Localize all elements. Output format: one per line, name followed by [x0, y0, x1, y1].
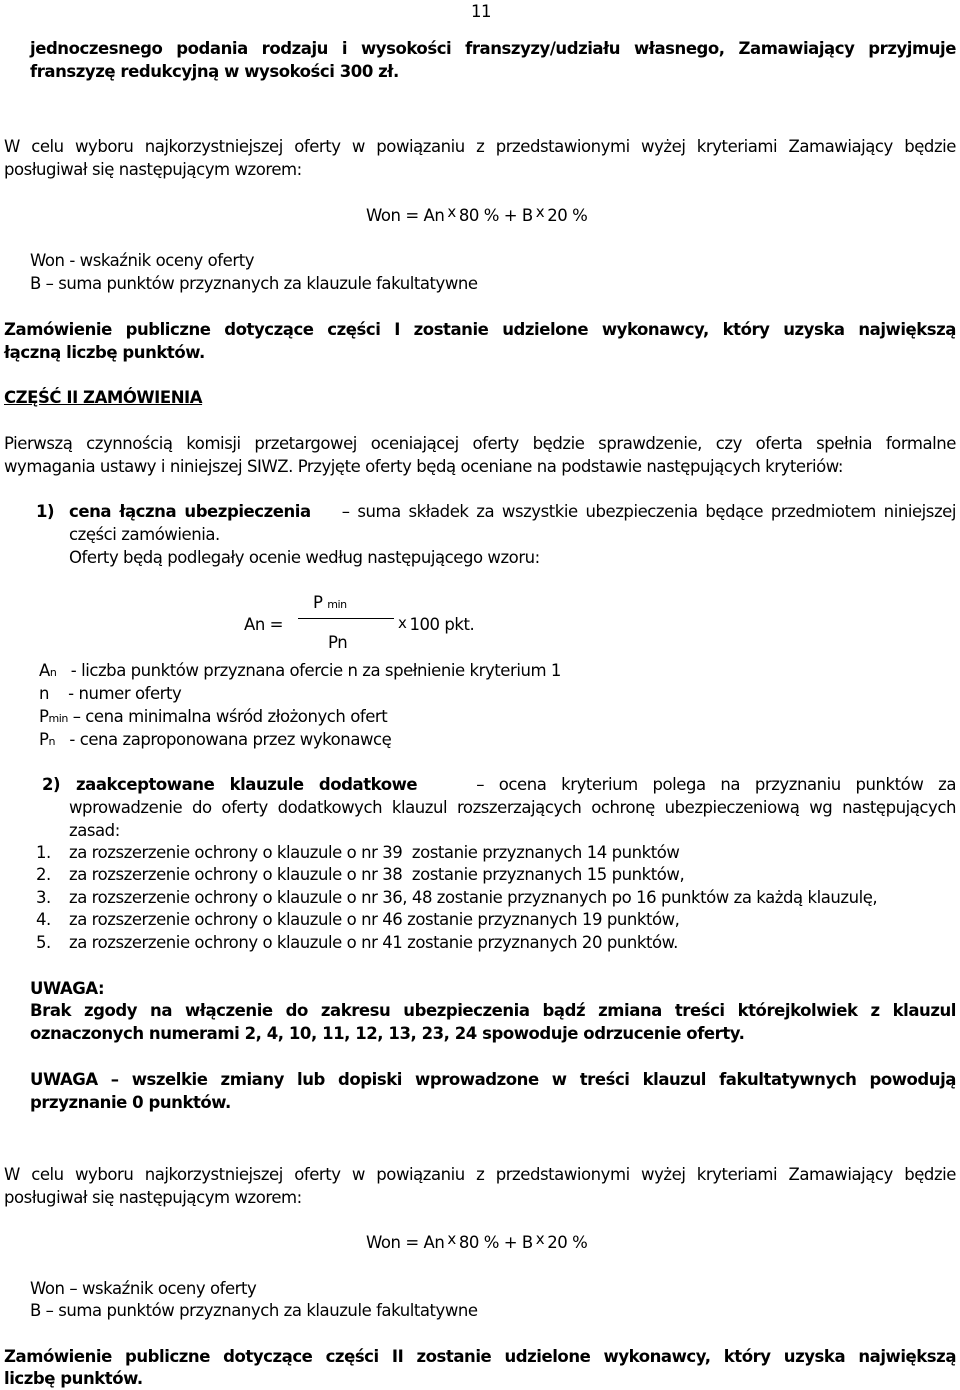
rule-text: za rozszerzenie ochrony o klauzule o nr 41 zostanie przyznanych 20 punktów.: [69, 933, 678, 952]
uwaga-1-heading: UWAGA:: [30, 979, 105, 998]
fraction-bar: [298, 618, 394, 619]
times-symbol: x: [535, 203, 545, 221]
criterion-2-number: 2): [42, 775, 61, 794]
legend-pmin: Pmin – cena minimalna wśród złożonych ofert: [39, 707, 388, 726]
legend-an: An - liczba punktów przyznana ofercie n za spełnienie kryterium 1: [39, 661, 561, 680]
part2-formula-paragraph-line-1: W celu wyboru najkorzystniejszej oferty w powiązaniu z przedstawionymi wyżej kryteriami Zamawiający będzie: [4, 1165, 956, 1184]
part2-formula-paragraph-line-2: posługiwał się następującym wzorem:: [4, 1188, 302, 1207]
formula-part-c: 20 %: [547, 206, 588, 225]
rule-number: 4.: [36, 910, 51, 929]
part1-def-b: B – suma punktów przyznanych za klauzule fakultatywne: [30, 274, 478, 293]
rule-number: 3.: [36, 888, 51, 907]
criterion-2-line-3: zasad:: [69, 821, 120, 840]
part1-paragraph-line-1: W celu wyboru najkorzystniejszej oferty w powiązaniu z przedstawionymi wyżej kryteriami Zamawiający będzie: [4, 137, 956, 156]
rule-number: 2.: [36, 865, 51, 884]
fraction-numerator: P min: [313, 593, 347, 612]
rule-text: za rozszerzenie ochrony o klauzule o nr 38 zostanie przyznanych 15 punktów,: [69, 865, 685, 884]
fraction-lhs: An =: [244, 615, 284, 634]
part2-paragraph-line-2: wymagania ustawy i niniejszej SIWZ. Przyjęte oferty będą oceniane na podstawie następujących kryteriów:: [4, 457, 843, 476]
part2-def-won: Won – wskaźnik oceny oferty: [30, 1279, 257, 1298]
rule-text: za rozszerzenie ochrony o klauzule o nr 39 zostanie przyznanych 14 punktów: [69, 843, 680, 862]
formula-part-c: 20 %: [547, 1233, 588, 1252]
formula-part-b: 80 % + B: [458, 206, 533, 225]
part2-conclusion-line-1: Zamówienie publiczne dotyczące części II zostanie udzielone wykonawcy, który uzyska największą: [4, 1347, 956, 1366]
criterion-1-number: 1): [36, 502, 55, 521]
criterion-2-line-1: [76, 773, 956, 796]
criterion-2-title: zaakceptowane klauzule dodatkowe: [76, 775, 418, 794]
part2-paragraph-line-1: Pierwszą czynnością komisji przetargowej oceniającej oferty będzie sprawdzenie, czy oferta spełnia formalne: [4, 434, 956, 453]
part1-def-won: Won - wskaźnik oceny oferty: [30, 251, 255, 270]
intro-line-1: jednoczesnego podania rodzaju i wysokości franszyzy/udziału własnego, Zamawiający przyjmuje: [30, 39, 956, 58]
criterion-1-title: cena łączna ubezpieczenia: [69, 502, 311, 521]
part2-heading: CZĘŚĆ II ZAMÓWIENIA: [4, 388, 203, 407]
part1-formula: [366, 204, 587, 228]
part2-formula: [366, 1231, 587, 1255]
formula-part-a: Won = An: [366, 206, 445, 225]
fraction-denominator: Pn: [328, 633, 348, 652]
legend-pn: Pn - cena zaproponowana przez wykonawcę: [39, 730, 392, 749]
uwaga-1-line-1: Brak zgody na włączenie do zakresu ubezpieczenia bądź zmiana treści którejkolwiek z klauzul: [30, 1001, 956, 1020]
criterion-1-description: – suma składek za wszystkie ubezpieczenia będące przedmiotem niniejszej: [341, 502, 956, 521]
part1-conclusion-line-1: Zamówienie publiczne dotyczące części I zostanie udzielone wykonawcy, który uzyska największą: [4, 320, 956, 339]
times-symbol: x: [447, 1230, 456, 1248]
rule-number: 1.: [36, 843, 51, 862]
formula-part-b: 80 % + B: [458, 1233, 533, 1252]
part2-conclusion-line-2: liczbę punktów.: [4, 1369, 143, 1388]
uwaga-2-line-2: przyznanie 0 punktów.: [30, 1093, 231, 1112]
criterion-1-line-2: części zamówienia.: [69, 525, 220, 544]
criterion-1-line-3: Oferty będą podlegały ocenie według następującego wzoru:: [69, 548, 540, 567]
uwaga-2-line-1: UWAGA – wszelkie zmiany lub dopiski wprowadzone w treści klauzul fakultatywnych powodują: [30, 1070, 956, 1089]
legend-n: n - numer oferty: [39, 684, 182, 703]
times-symbol: x: [447, 203, 456, 221]
part2-def-b: B – suma punktów przyznanych za klauzule fakultatywne: [30, 1301, 478, 1320]
fraction-rhs: x 100 pkt.: [398, 614, 475, 634]
rule-text: za rozszerzenie ochrony o klauzule o nr 36, 48 zostanie przyznanych po 16 punktów za każdą klauzulę,: [69, 888, 878, 907]
part1-conclusion-line-2: łączną liczbę punktów.: [4, 343, 205, 362]
criterion-2-line-2: wprowadzenie do oferty dodatkowych klauzul rozszerzających ochronę ubezpieczeniową wg następujących: [69, 798, 956, 817]
criterion-1-line-1: [69, 500, 956, 523]
uwaga-1-line-2: oznaczonych numerami 2, 4, 10, 11, 12, 13, 23, 24 spowoduje odrzucenie oferty.: [30, 1024, 745, 1043]
part1-paragraph-line-2: posługiwał się następującym wzorem:: [4, 160, 302, 179]
intro-line-2: franszyzę redukcyjną w wysokości 300 zł.: [30, 62, 399, 81]
page-number: 11: [471, 2, 492, 21]
criterion-2-description: – ocena kryterium polega na przyznaniu punktów za: [476, 775, 956, 794]
rule-number: 5.: [36, 933, 51, 952]
rule-text: za rozszerzenie ochrony o klauzule o nr 46 zostanie przyznanych 19 punktów,: [69, 910, 680, 929]
formula-part-a: Won = An: [366, 1233, 445, 1252]
times-symbol: x: [535, 1230, 545, 1248]
